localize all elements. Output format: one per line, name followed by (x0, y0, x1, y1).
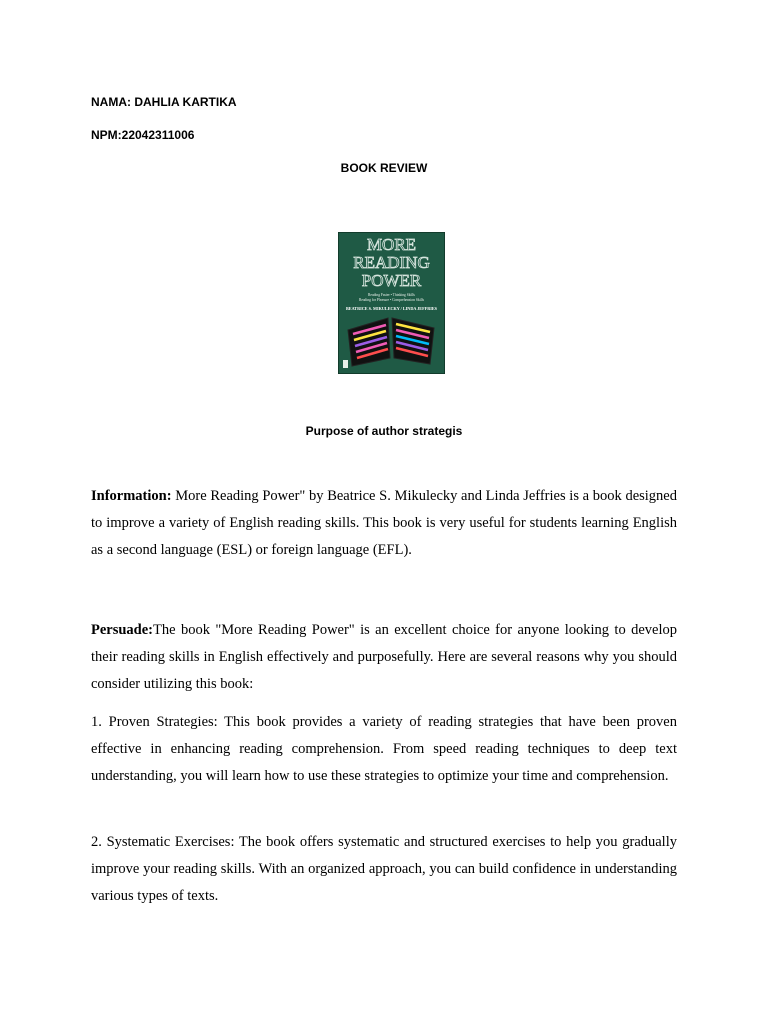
paragraph-persuade (91, 617, 677, 698)
cover-title-line1: MORE (366, 235, 417, 254)
paragraph-point-2: 2. Systematic Exercises: The book offers systematic and structured exercises to help you gradually improve your reading skills. With an organized approach, you can build confidence in understanding various types of texts. (91, 834, 677, 904)
student-name: NAMA: DAHLIA KARTIKA (91, 95, 237, 109)
persuade-label: Persuade: (91, 622, 154, 638)
paragraph-information (91, 483, 677, 564)
cover-tagline2: Reading for Pleasure • Comprehension Skills (358, 298, 425, 302)
student-npm: NPM:22042311006 (91, 128, 195, 142)
information-label: Information: (91, 488, 172, 504)
persuade-text: The book "More Reading Power" is an excellent choice for anyone looking to develop their reading skills in English effectively and purposefully. Here are several reasons why you should consider utilizing this book: (91, 622, 677, 692)
cover-title-line3: POWER (361, 271, 422, 290)
publisher-logo (343, 360, 348, 368)
section-subtitle: Purpose of author strategis (305, 424, 463, 438)
cover-tagline1: Reading Faster • Thinking Skills (368, 293, 415, 297)
book-cover-image (338, 232, 445, 374)
page-title: BOOK REVIEW (340, 161, 428, 175)
cover-title-line2: READING (353, 253, 430, 272)
paragraph-point-1: 1. Proven Strategies: This book provides a variety of reading strategies that have been proven effective in enhancing reading comprehension. From speed reading techniques to deep text understanding, you will learn how to use these strategies to optimize your time and comprehension. (91, 714, 677, 784)
information-text: More Reading Power" by Beatrice S. Mikulecky and Linda Jeffries is a book designed to improve a variety of English reading skills. This book is very useful for students learning English as a second language (ESL) or foreign language (EFL). (91, 488, 677, 558)
cover-authors: BEATRICE S. MIKULECKY / LINDA JEFFRIES (346, 306, 437, 311)
